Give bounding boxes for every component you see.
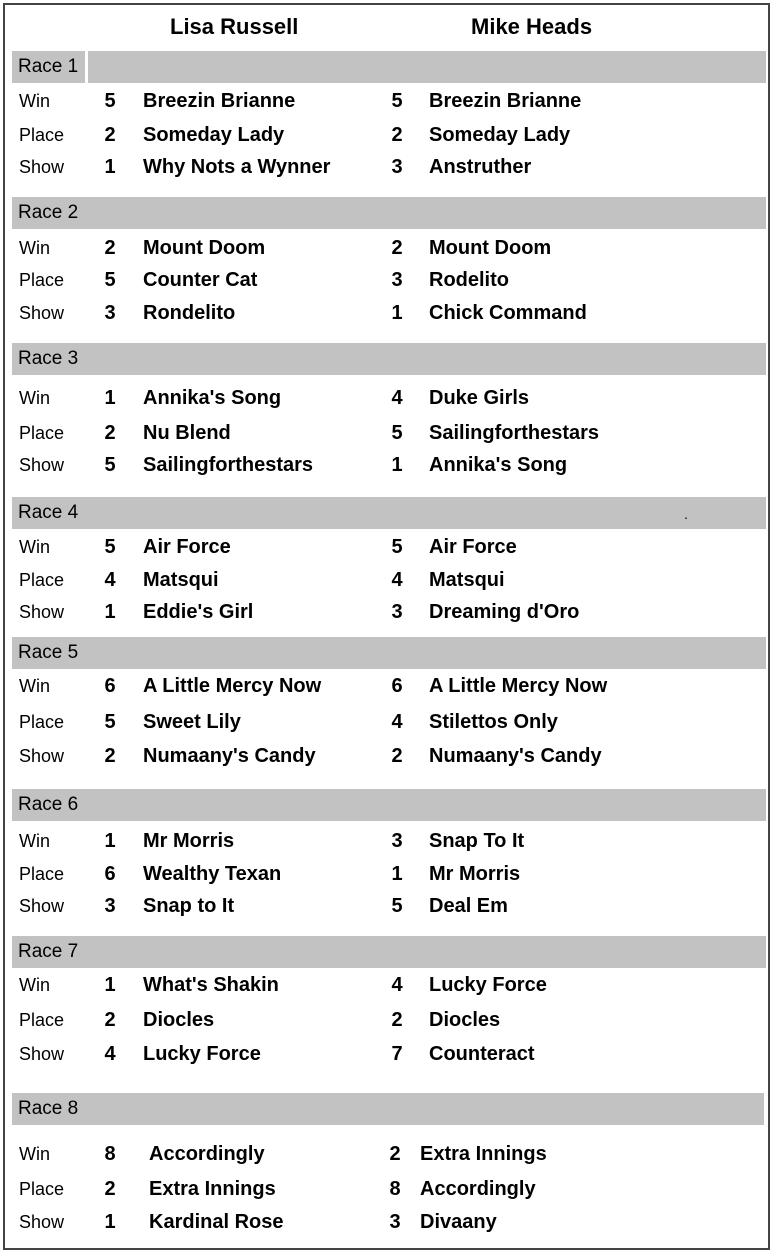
lisa-horse-name: What's Shakin bbox=[143, 974, 279, 996]
mike-horse-number: 4 bbox=[391, 711, 403, 733]
mike-horse-name: Rodelito bbox=[429, 269, 509, 291]
finish-position: Show bbox=[19, 157, 65, 177]
mike-horse-name: Snap To It bbox=[429, 830, 525, 852]
race-header-bar bbox=[12, 343, 766, 375]
finish-position: Show bbox=[19, 455, 65, 475]
lisa-horse-name: Annika's Song bbox=[143, 387, 282, 409]
mike-horse-name: Annika's Song bbox=[429, 454, 568, 476]
mike-horse-number: 2 bbox=[391, 1009, 403, 1031]
mike-horse-number: 2 bbox=[391, 237, 403, 259]
race-label: Race 3 bbox=[18, 348, 79, 369]
lisa-horse-name: Numaany's Candy bbox=[143, 745, 316, 767]
lisa-horse-name: Eddie's Girl bbox=[143, 601, 254, 623]
pick-row bbox=[0, 1004, 777, 1036]
race-label: Race 7 bbox=[18, 941, 79, 962]
finish-position: Win bbox=[19, 388, 50, 408]
lisa-horse-name: Why Nots a Wynner bbox=[143, 156, 331, 178]
pick-row bbox=[0, 969, 777, 1001]
lisa-horse-number: 1 bbox=[104, 830, 116, 852]
lisa-horse-number: 6 bbox=[104, 675, 116, 697]
lisa-horse-number: 1 bbox=[104, 601, 116, 623]
race-label: Race 6 bbox=[18, 794, 79, 815]
lisa-horse-number: 5 bbox=[104, 90, 116, 112]
header-mike-heads: Mike Heads bbox=[471, 14, 593, 39]
lisa-horse-number: 4 bbox=[104, 569, 116, 591]
finish-position: Place bbox=[19, 270, 65, 290]
finish-position: Place bbox=[19, 1010, 65, 1030]
race-label: Race 1 bbox=[12, 51, 88, 83]
lisa-horse-number: 5 bbox=[104, 269, 116, 291]
mike-horse-number: 3 bbox=[391, 830, 403, 852]
finish-position: Show bbox=[19, 1044, 65, 1064]
mike-horse-number: 2 bbox=[391, 124, 403, 146]
lisa-horse-number: 6 bbox=[104, 863, 116, 885]
mike-horse-number: 4 bbox=[391, 569, 403, 591]
finish-position: Win bbox=[19, 975, 50, 995]
mike-horse-name: Air Force bbox=[429, 536, 517, 558]
pick-row bbox=[0, 85, 777, 117]
lisa-horse-number: 2 bbox=[104, 237, 116, 259]
race-label: Race 8 bbox=[18, 1098, 79, 1119]
header-lisa-russell: Lisa Russell bbox=[170, 14, 299, 39]
finish-position: Place bbox=[19, 712, 65, 732]
pick-row bbox=[0, 1038, 777, 1070]
pick-row bbox=[0, 890, 777, 922]
mike-horse-name: Duke Girls bbox=[429, 387, 530, 409]
mike-horse-name: Sailingforthestars bbox=[429, 422, 600, 444]
lisa-horse-name: Kardinal Rose bbox=[149, 1211, 284, 1233]
lisa-horse-name: Mr Morris bbox=[143, 830, 235, 852]
lisa-horse-number: 3 bbox=[104, 895, 116, 917]
finish-position: Show bbox=[19, 303, 65, 323]
finish-position: Win bbox=[19, 537, 50, 557]
lisa-horse-number: 3 bbox=[104, 302, 116, 324]
finish-position: Place bbox=[19, 570, 65, 590]
mike-horse-number: 8 bbox=[389, 1178, 401, 1200]
mike-horse-number: 4 bbox=[391, 387, 403, 409]
pick-row bbox=[0, 564, 777, 596]
race-header-bar bbox=[12, 197, 766, 229]
race-header-bar bbox=[12, 1093, 764, 1125]
mike-horse-number: 1 bbox=[391, 454, 403, 476]
lisa-horse-name: Air Force bbox=[143, 536, 231, 558]
mike-horse-name: Lucky Force bbox=[429, 974, 547, 996]
race-header-bar bbox=[12, 637, 766, 669]
mike-horse-name: Mount Doom bbox=[429, 237, 552, 259]
finish-position: Win bbox=[19, 238, 50, 258]
mike-horse-name: Matsqui bbox=[429, 569, 505, 591]
mike-horse-name: Someday Lady bbox=[429, 124, 571, 146]
mike-horse-number: 7 bbox=[391, 1043, 403, 1065]
lisa-horse-name: Mount Doom bbox=[143, 237, 266, 259]
lisa-horse-number: 5 bbox=[104, 536, 116, 558]
finish-position: Place bbox=[19, 864, 65, 884]
lisa-horse-name: Lucky Force bbox=[143, 1043, 261, 1065]
mike-horse-number: 2 bbox=[391, 745, 403, 767]
lisa-horse-number: 2 bbox=[104, 745, 116, 767]
lisa-horse-name: Wealthy Texan bbox=[143, 863, 282, 885]
race-header-bar bbox=[12, 789, 766, 821]
finish-position: Show bbox=[19, 746, 65, 766]
mike-horse-name: Anstruther bbox=[429, 156, 532, 178]
lisa-horse-number: 8 bbox=[104, 1143, 116, 1165]
pick-row bbox=[0, 596, 777, 628]
mike-horse-number: 3 bbox=[391, 269, 403, 291]
mike-horse-name: Accordingly bbox=[420, 1178, 536, 1200]
mike-horse-name: Dreaming d'Oro bbox=[429, 601, 580, 623]
lisa-horse-name: Breezin Brianne bbox=[143, 90, 296, 112]
pick-row bbox=[0, 119, 777, 151]
pick-row bbox=[0, 151, 777, 183]
mike-horse-number: 1 bbox=[391, 863, 403, 885]
race-header-bar bbox=[12, 51, 766, 83]
pick-row bbox=[0, 1206, 777, 1238]
finish-position: Win bbox=[19, 91, 50, 111]
finish-position: Place bbox=[19, 1179, 65, 1199]
mike-horse-number: 5 bbox=[391, 90, 403, 112]
finish-position: Show bbox=[19, 602, 65, 622]
race-label: Race 2 bbox=[18, 202, 79, 223]
race-label: Race 5 bbox=[18, 642, 79, 663]
lisa-horse-number: 1 bbox=[104, 156, 116, 178]
lisa-horse-number: 4 bbox=[104, 1043, 116, 1065]
lisa-horse-name: Rondelito bbox=[143, 302, 236, 324]
race-label: Race 4 bbox=[18, 502, 79, 523]
lisa-horse-name: Sailingforthestars bbox=[143, 454, 314, 476]
pick-row bbox=[0, 706, 777, 738]
lisa-horse-number: 2 bbox=[104, 1009, 116, 1031]
lisa-horse-name: Someday Lady bbox=[143, 124, 285, 146]
lisa-horse-number: 2 bbox=[104, 422, 116, 444]
pick-row bbox=[0, 1173, 777, 1205]
mike-horse-name: Extra Innings bbox=[420, 1143, 547, 1165]
finish-position: Place bbox=[19, 423, 65, 443]
pick-row bbox=[0, 382, 777, 414]
lisa-horse-number: 5 bbox=[104, 711, 116, 733]
lisa-horse-name: Diocles bbox=[143, 1009, 215, 1031]
pick-row bbox=[0, 670, 777, 702]
lisa-horse-name: Sweet Lily bbox=[143, 711, 241, 733]
pick-row bbox=[0, 531, 777, 563]
mike-horse-number: 1 bbox=[391, 302, 403, 324]
race-header-bar bbox=[12, 936, 766, 968]
stray-mark: . bbox=[684, 506, 688, 522]
mike-horse-name: Chick Command bbox=[429, 302, 587, 324]
pick-row bbox=[0, 740, 777, 772]
mike-horse-number: 3 bbox=[389, 1211, 401, 1233]
pick-row bbox=[0, 858, 777, 890]
mike-horse-name: Breezin Brianne bbox=[429, 90, 582, 112]
mike-horse-name: Mr Morris bbox=[429, 863, 521, 885]
mike-horse-number: 4 bbox=[391, 974, 403, 996]
race-header-bar bbox=[12, 497, 766, 529]
lisa-horse-name: Accordingly bbox=[149, 1143, 265, 1165]
lisa-horse-number: 2 bbox=[104, 1178, 116, 1200]
lisa-horse-number: 5 bbox=[104, 454, 116, 476]
mike-horse-name: A Little Mercy Now bbox=[429, 675, 608, 697]
mike-horse-name: Numaany's Candy bbox=[429, 745, 602, 767]
mike-horse-number: 5 bbox=[391, 536, 403, 558]
finish-position: Place bbox=[19, 125, 65, 145]
mike-horse-number: 3 bbox=[391, 601, 403, 623]
pick-row bbox=[0, 825, 777, 857]
mike-horse-name: Counteract bbox=[429, 1043, 535, 1065]
finish-position: Show bbox=[19, 896, 65, 916]
pick-row bbox=[0, 417, 777, 449]
mike-horse-number: 5 bbox=[391, 422, 403, 444]
finish-position: Win bbox=[19, 1144, 50, 1164]
pick-row bbox=[0, 297, 777, 329]
finish-position: Win bbox=[19, 676, 50, 696]
lisa-horse-name: Snap to It bbox=[143, 895, 235, 917]
lisa-horse-name: Extra Innings bbox=[149, 1178, 276, 1200]
lisa-horse-number: 1 bbox=[104, 974, 116, 996]
lisa-horse-name: Nu Blend bbox=[143, 422, 231, 444]
pick-row bbox=[0, 232, 777, 264]
mike-horse-number: 6 bbox=[391, 675, 403, 697]
mike-horse-name: Divaany bbox=[420, 1211, 497, 1233]
finish-position: Show bbox=[19, 1212, 65, 1232]
lisa-horse-name: A Little Mercy Now bbox=[143, 675, 322, 697]
mike-horse-number: 2 bbox=[389, 1143, 401, 1165]
lisa-horse-name: Matsqui bbox=[143, 569, 219, 591]
pick-row bbox=[0, 1138, 777, 1170]
finish-position: Win bbox=[19, 831, 50, 851]
pick-row bbox=[0, 264, 777, 296]
mike-horse-number: 5 bbox=[391, 895, 403, 917]
pick-row bbox=[0, 449, 777, 481]
mike-horse-number: 3 bbox=[391, 156, 403, 178]
mike-horse-name: Deal Em bbox=[429, 895, 508, 917]
lisa-horse-number: 2 bbox=[104, 124, 116, 146]
lisa-horse-number: 1 bbox=[104, 1211, 116, 1233]
lisa-horse-name: Counter Cat bbox=[143, 269, 258, 291]
mike-horse-name: Diocles bbox=[429, 1009, 501, 1031]
mike-horse-name: Stilettos Only bbox=[429, 711, 558, 733]
lisa-horse-number: 1 bbox=[104, 387, 116, 409]
